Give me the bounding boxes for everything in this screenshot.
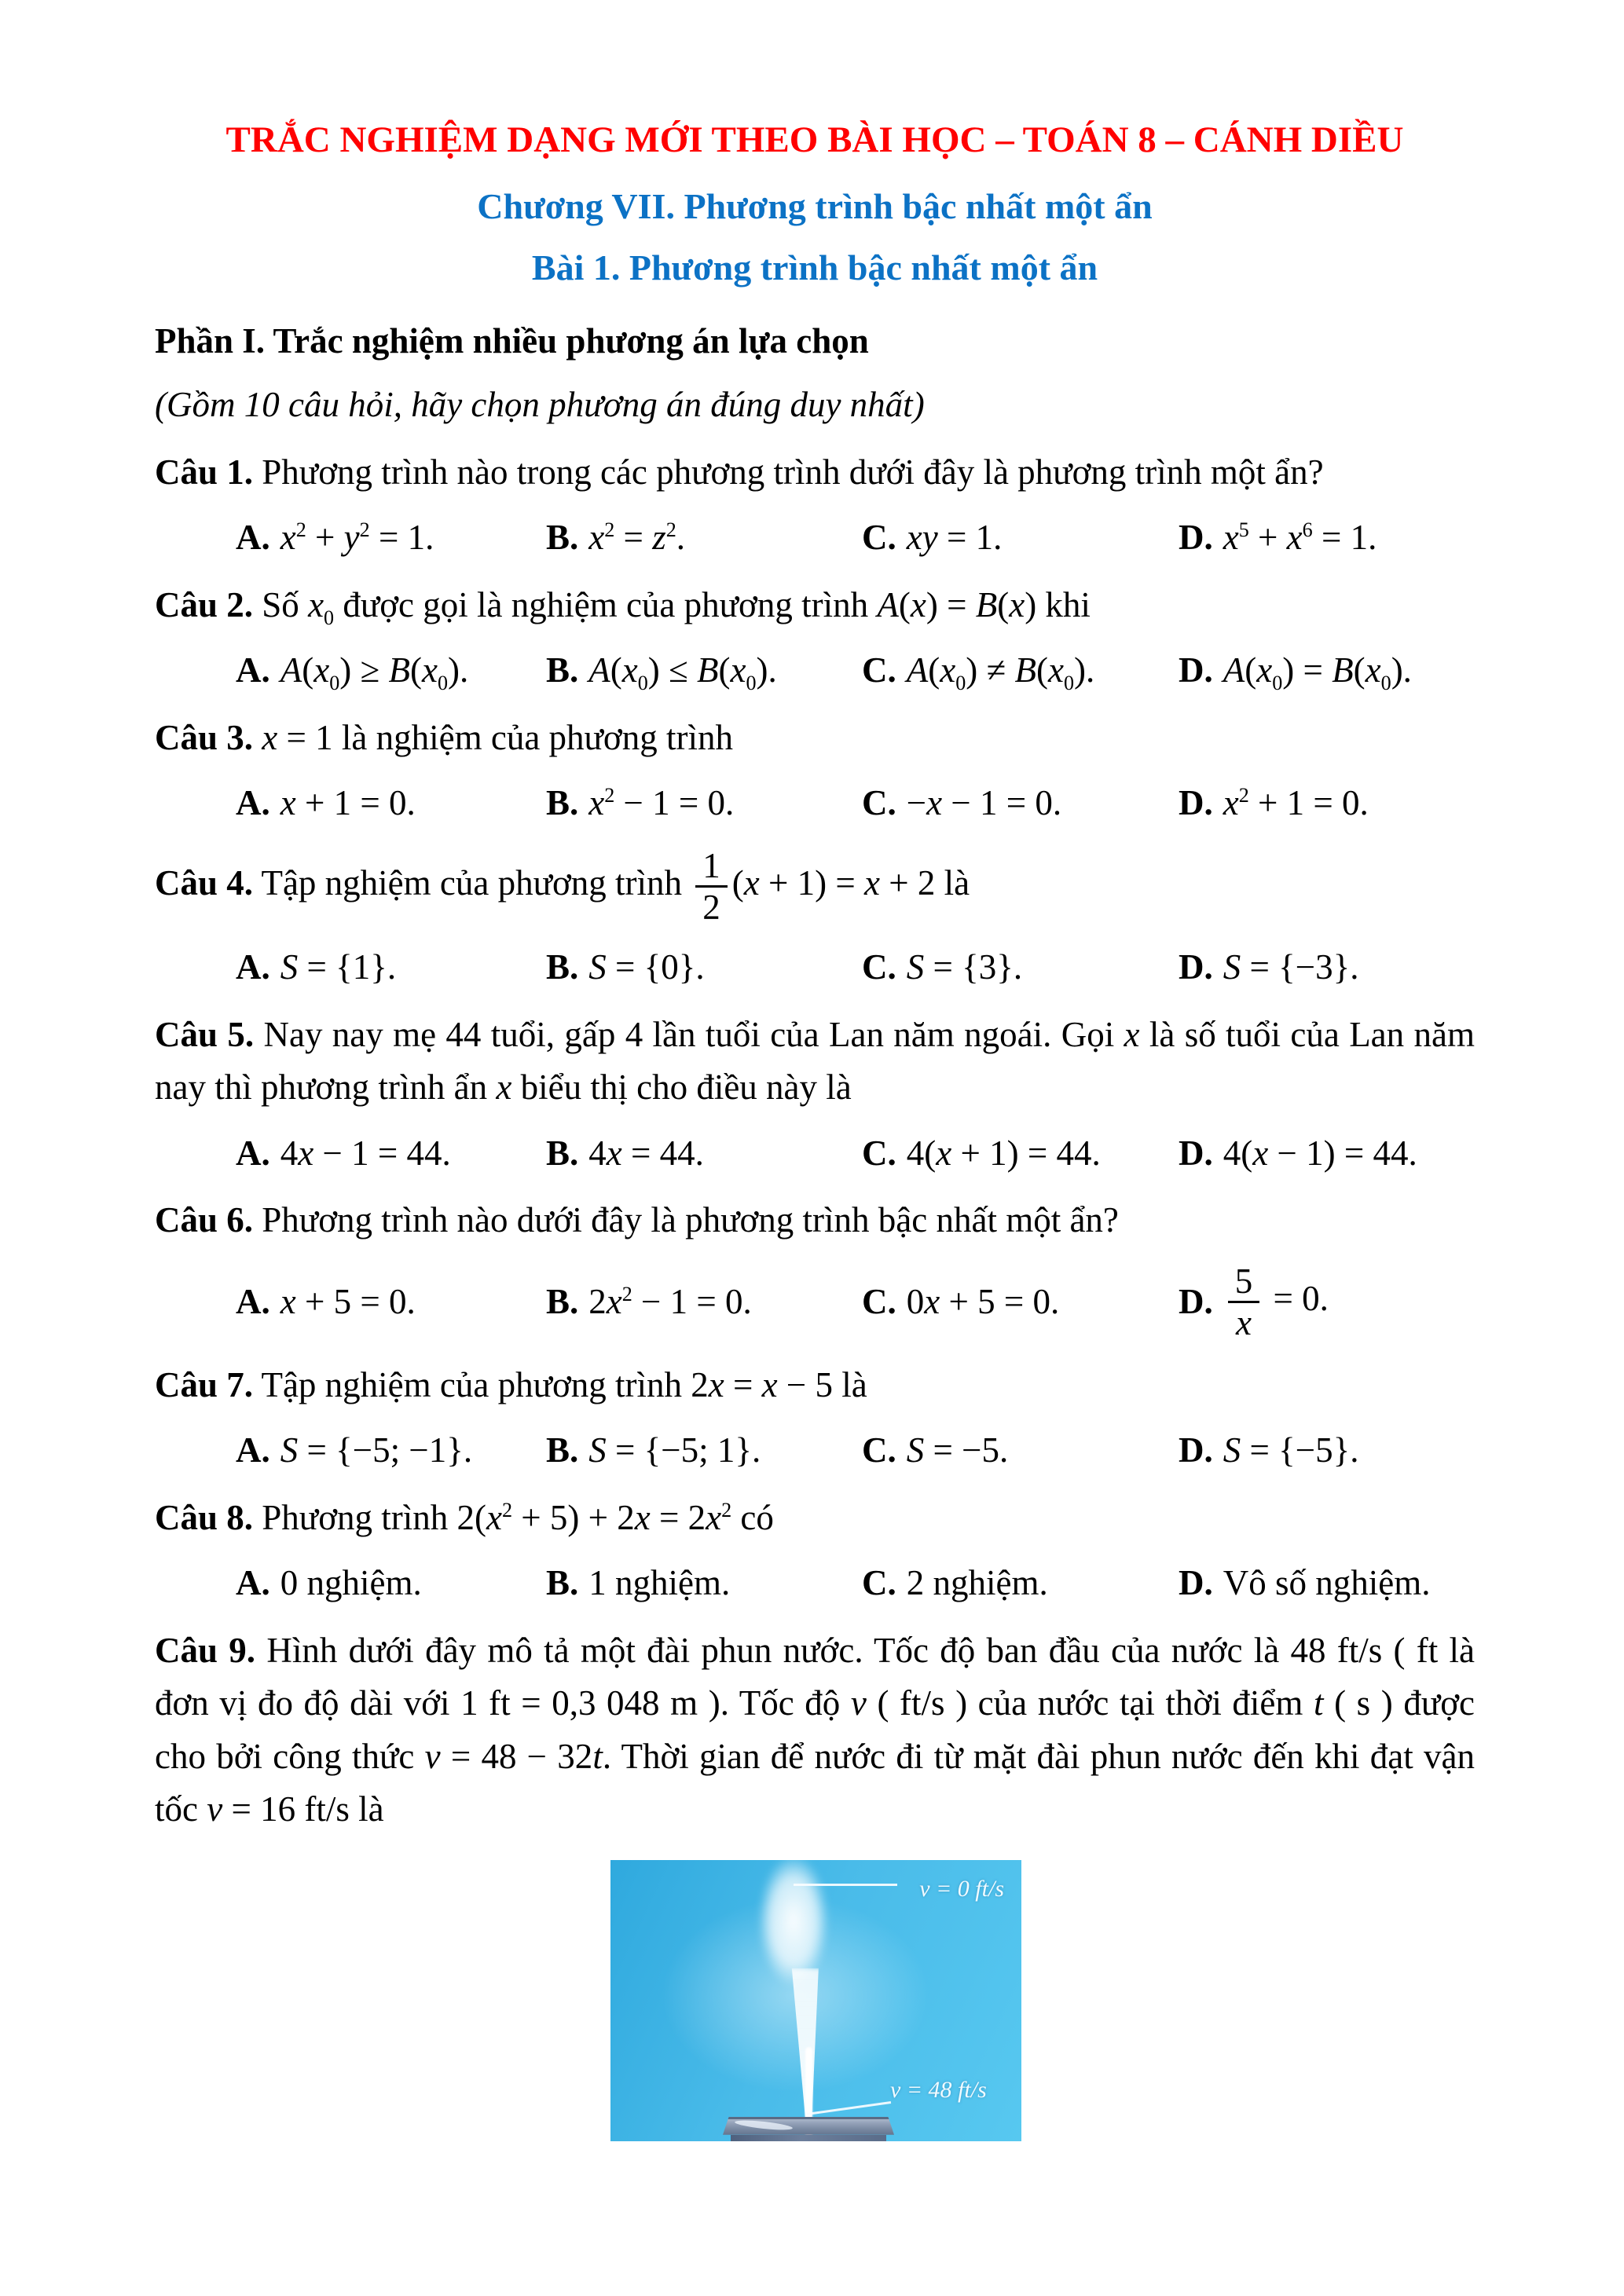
question-3-options [155,777,1475,830]
fountain-pedestal-base [731,2135,886,2141]
option-key: B. [546,1282,579,1322]
question-6-option-d [1179,1260,1475,1345]
option-key: C. [862,1563,896,1603]
option-text: $A(x_0) = B(x_0)$. [1223,650,1412,695]
question-7-option-b [546,1424,862,1478]
question-4-stem: Câu 4. Tập nghiệm của phương trình $\frac{1}{2}$ (x + 1) = x + 2 là [155,845,970,928]
question-5-option-b [546,1127,862,1181]
question-8-options [155,1557,1475,1610]
option-text: S = −5. [906,1430,1009,1470]
option-key: D. [1179,1430,1213,1470]
option-text: xy = 1. [906,518,1003,558]
question-8 [155,1492,1475,1610]
question-1-options [155,511,1475,565]
question-1-option-a [236,511,546,565]
question-7-option-c [862,1424,1179,1478]
option-key: D. [1179,1133,1213,1173]
option-text: 2 nghiệm. [906,1563,1048,1603]
option-key: A. [236,1563,270,1603]
option-text: S = {−5; 1}. [588,1430,761,1470]
question-7-option-d [1179,1424,1475,1478]
question-3 [155,712,1475,830]
lesson-heading: Bài 1. Phương trình bậc nhất một ẩn [531,247,1098,287]
question-4-option-b [546,941,862,994]
option-key: D. [1179,1282,1213,1322]
question-9 [155,1624,1475,1836]
option-text: 4(x − 1) = 44. [1223,1133,1417,1173]
option-key: D. [1179,947,1213,987]
option-key: B. [546,1563,579,1603]
option-text: $x^5 + x^6 = 1$. [1223,518,1377,558]
chapter-heading: Chương VII. Phương trình bậc nhất một ẩn [477,186,1153,227]
option-key: B. [546,783,579,823]
option-text: S = {−3}. [1223,947,1359,987]
option-key: D. [1179,783,1213,823]
question-5 [155,1009,1475,1181]
option-text: $A(x_0) \ne B(x_0)$. [906,650,1095,695]
question-2-options [155,644,1475,698]
option-key: A. [236,783,270,823]
option-text: 4x − 1 = 44. [280,1133,451,1173]
option-key: A. [236,1282,270,1322]
question-6 [155,1194,1475,1344]
option-text: $x^2 + y^2 = 1$. [280,518,434,558]
question-6-option-a [236,1276,546,1329]
question-8-option-c [862,1557,1179,1610]
option-key: C. [862,650,896,690]
question-4-option-d [1179,941,1475,994]
question-3-option-c [862,777,1179,830]
option-key: A. [236,1430,270,1470]
option-key: B. [546,1430,579,1470]
option-text: $A(x_0) \ge B(x_0)$. [280,650,469,695]
option-key: C. [862,1133,896,1173]
option-key: C. [862,783,896,823]
question-5-stem: Câu 5. Nay nay mẹ 44 tuổi, gấp 4 lần tuổi của Lan năm ngoái. Gọi x là số tuổi của Lan năm nay thì phương trình ẩn x biểu thị cho điều này là [155,1014,1475,1108]
question-7-option-a [236,1424,546,1478]
option-text: S = {−5; −1}. [280,1430,473,1470]
option-key: A. [236,947,270,987]
question-8-option-d [1179,1557,1475,1610]
option-key: D. [1179,1563,1213,1603]
section-note: (Gồm 10 câu hỏi, hãy chọn phương án đúng duy nhất) [155,385,925,425]
question-5-option-d [1179,1127,1475,1181]
velocity-label-bottom: v = 48 ft/s [890,2076,987,2103]
question-8-option-b [546,1557,862,1610]
question-5-options [155,1127,1475,1181]
question-3-option-a [236,777,546,830]
option-text: $A(x_0) \le B(x_0)$. [588,650,777,695]
option-text: S = {1}. [280,947,397,987]
question-1-stem: Câu 1. Phương trình nào trong các phương trình dưới đây là phương trình một ẩn? [155,452,1324,492]
question-6-option-c [862,1276,1179,1329]
question-1-option-b [546,511,862,565]
option-text: 0x + 5 = 0. [906,1282,1060,1322]
option-text: x + 1 = 0. [280,783,416,823]
fountain-photo [610,1860,1021,2141]
option-text: $x^2 = z^2$. [588,518,685,558]
option-text: x + 5 = 0. [280,1282,416,1322]
option-text: 4x = 44. [588,1133,704,1173]
option-key: B. [546,1133,579,1173]
option-key: A. [236,518,270,558]
question-4-option-a [236,941,546,994]
option-text: $x^2 + 1 = 0$. [1223,783,1369,823]
question-4-option-c [862,941,1179,994]
water-jet-plume [746,1860,841,2035]
question-2-stem: Câu 2. Số $x_0$ được gọi là nghiệm của phương trình A(x) = B(x) khi [155,584,1091,629]
option-text: $2x^2 - 1 = 0$. [588,1282,752,1322]
question-8-stem: Câu 8. Phương trình $2(x^2 + 5) + 2x = 2x^2$ có [155,1497,774,1537]
leader-line-top [794,1884,897,1886]
question-5-option-a [236,1127,546,1181]
question-2 [155,579,1475,698]
question-3-stem: Câu 3. x = 1 là nghiệm của phương trình [155,717,733,757]
option-key: C. [862,518,896,558]
option-key: B. [546,947,579,987]
question-8-option-a [236,1557,546,1610]
option-text: 0 nghiệm. [280,1563,422,1603]
question-7 [155,1359,1475,1478]
option-key: A. [236,650,270,690]
question-2-option-c [862,644,1179,698]
question-4-options [155,941,1475,994]
option-key: C. [862,947,896,987]
question-2-option-b [546,644,862,698]
option-text: 1 nghiệm. [588,1563,731,1603]
option-text: S = {−5}. [1223,1430,1359,1470]
section-heading: Phần I. Trắc nghiệm nhiều phương án lựa chọn [155,320,869,361]
option-key: D. [1179,518,1213,558]
option-text: Vô số nghiệm. [1223,1563,1431,1603]
question-5-option-c [862,1127,1179,1181]
question-1 [155,446,1475,565]
question-9-stem: Câu 9. Hình dưới đây mô tả một đài phun nước. Tốc độ ban đầu của nước là 48 ft/s ( ft là đơn vị đo độ dài với 1 ft = 0,3 048 m ). Tốc độ v ( ft/s ) của nước tại thời điểm t ( s ) được cho bởi công thức v = 48 − 32t. Thời gian để nước đi từ mặt đài phun nước đến khi đạt vận tốc v = 16 ft/s là [155,1630,1476,1829]
option-key: A. [236,1133,270,1173]
option-text: −x − 1 = 0. [906,783,1062,823]
option-key: C. [862,1430,896,1470]
question-3-option-b [546,777,862,830]
option-key: B. [546,650,579,690]
option-text: S = {0}. [588,947,705,987]
leader-line-bottom [807,2101,891,2115]
question-1-option-c [862,511,1179,565]
option-text: S = {3}. [906,947,1023,987]
option-text: $x^2 - 1 = 0$. [588,783,735,823]
question-7-stem: Câu 7. Tập nghiệm của phương trình 2x = x − 5 là [155,1364,867,1404]
page-title: TRẮC NGHIỆM DẠNG MỚI THEO BÀI HỌC – TOÁN 8 – CÁNH DIỀU [225,119,1404,160]
question-3-option-d [1179,777,1475,830]
option-key: B. [546,518,579,558]
question-2-option-d [1179,644,1475,698]
velocity-label-top: v = 0 ft/s [919,1875,1004,1902]
option-key: D. [1179,650,1213,690]
question-2-option-a [236,644,546,698]
question-6-option-b [546,1276,862,1329]
question-6-options [155,1260,1475,1345]
question-6-stem: Câu 6. Phương trình nào dưới đây là phương trình bậc nhất một ẩn? [155,1200,1119,1240]
option-text: $\frac{5}{x}$ = 0. [1223,1260,1329,1345]
option-key: C. [862,1282,896,1322]
question-1-option-d [1179,511,1475,565]
question-4 [155,844,1475,994]
option-text: 4(x + 1) = 44. [906,1133,1101,1173]
question-7-options [155,1424,1475,1478]
